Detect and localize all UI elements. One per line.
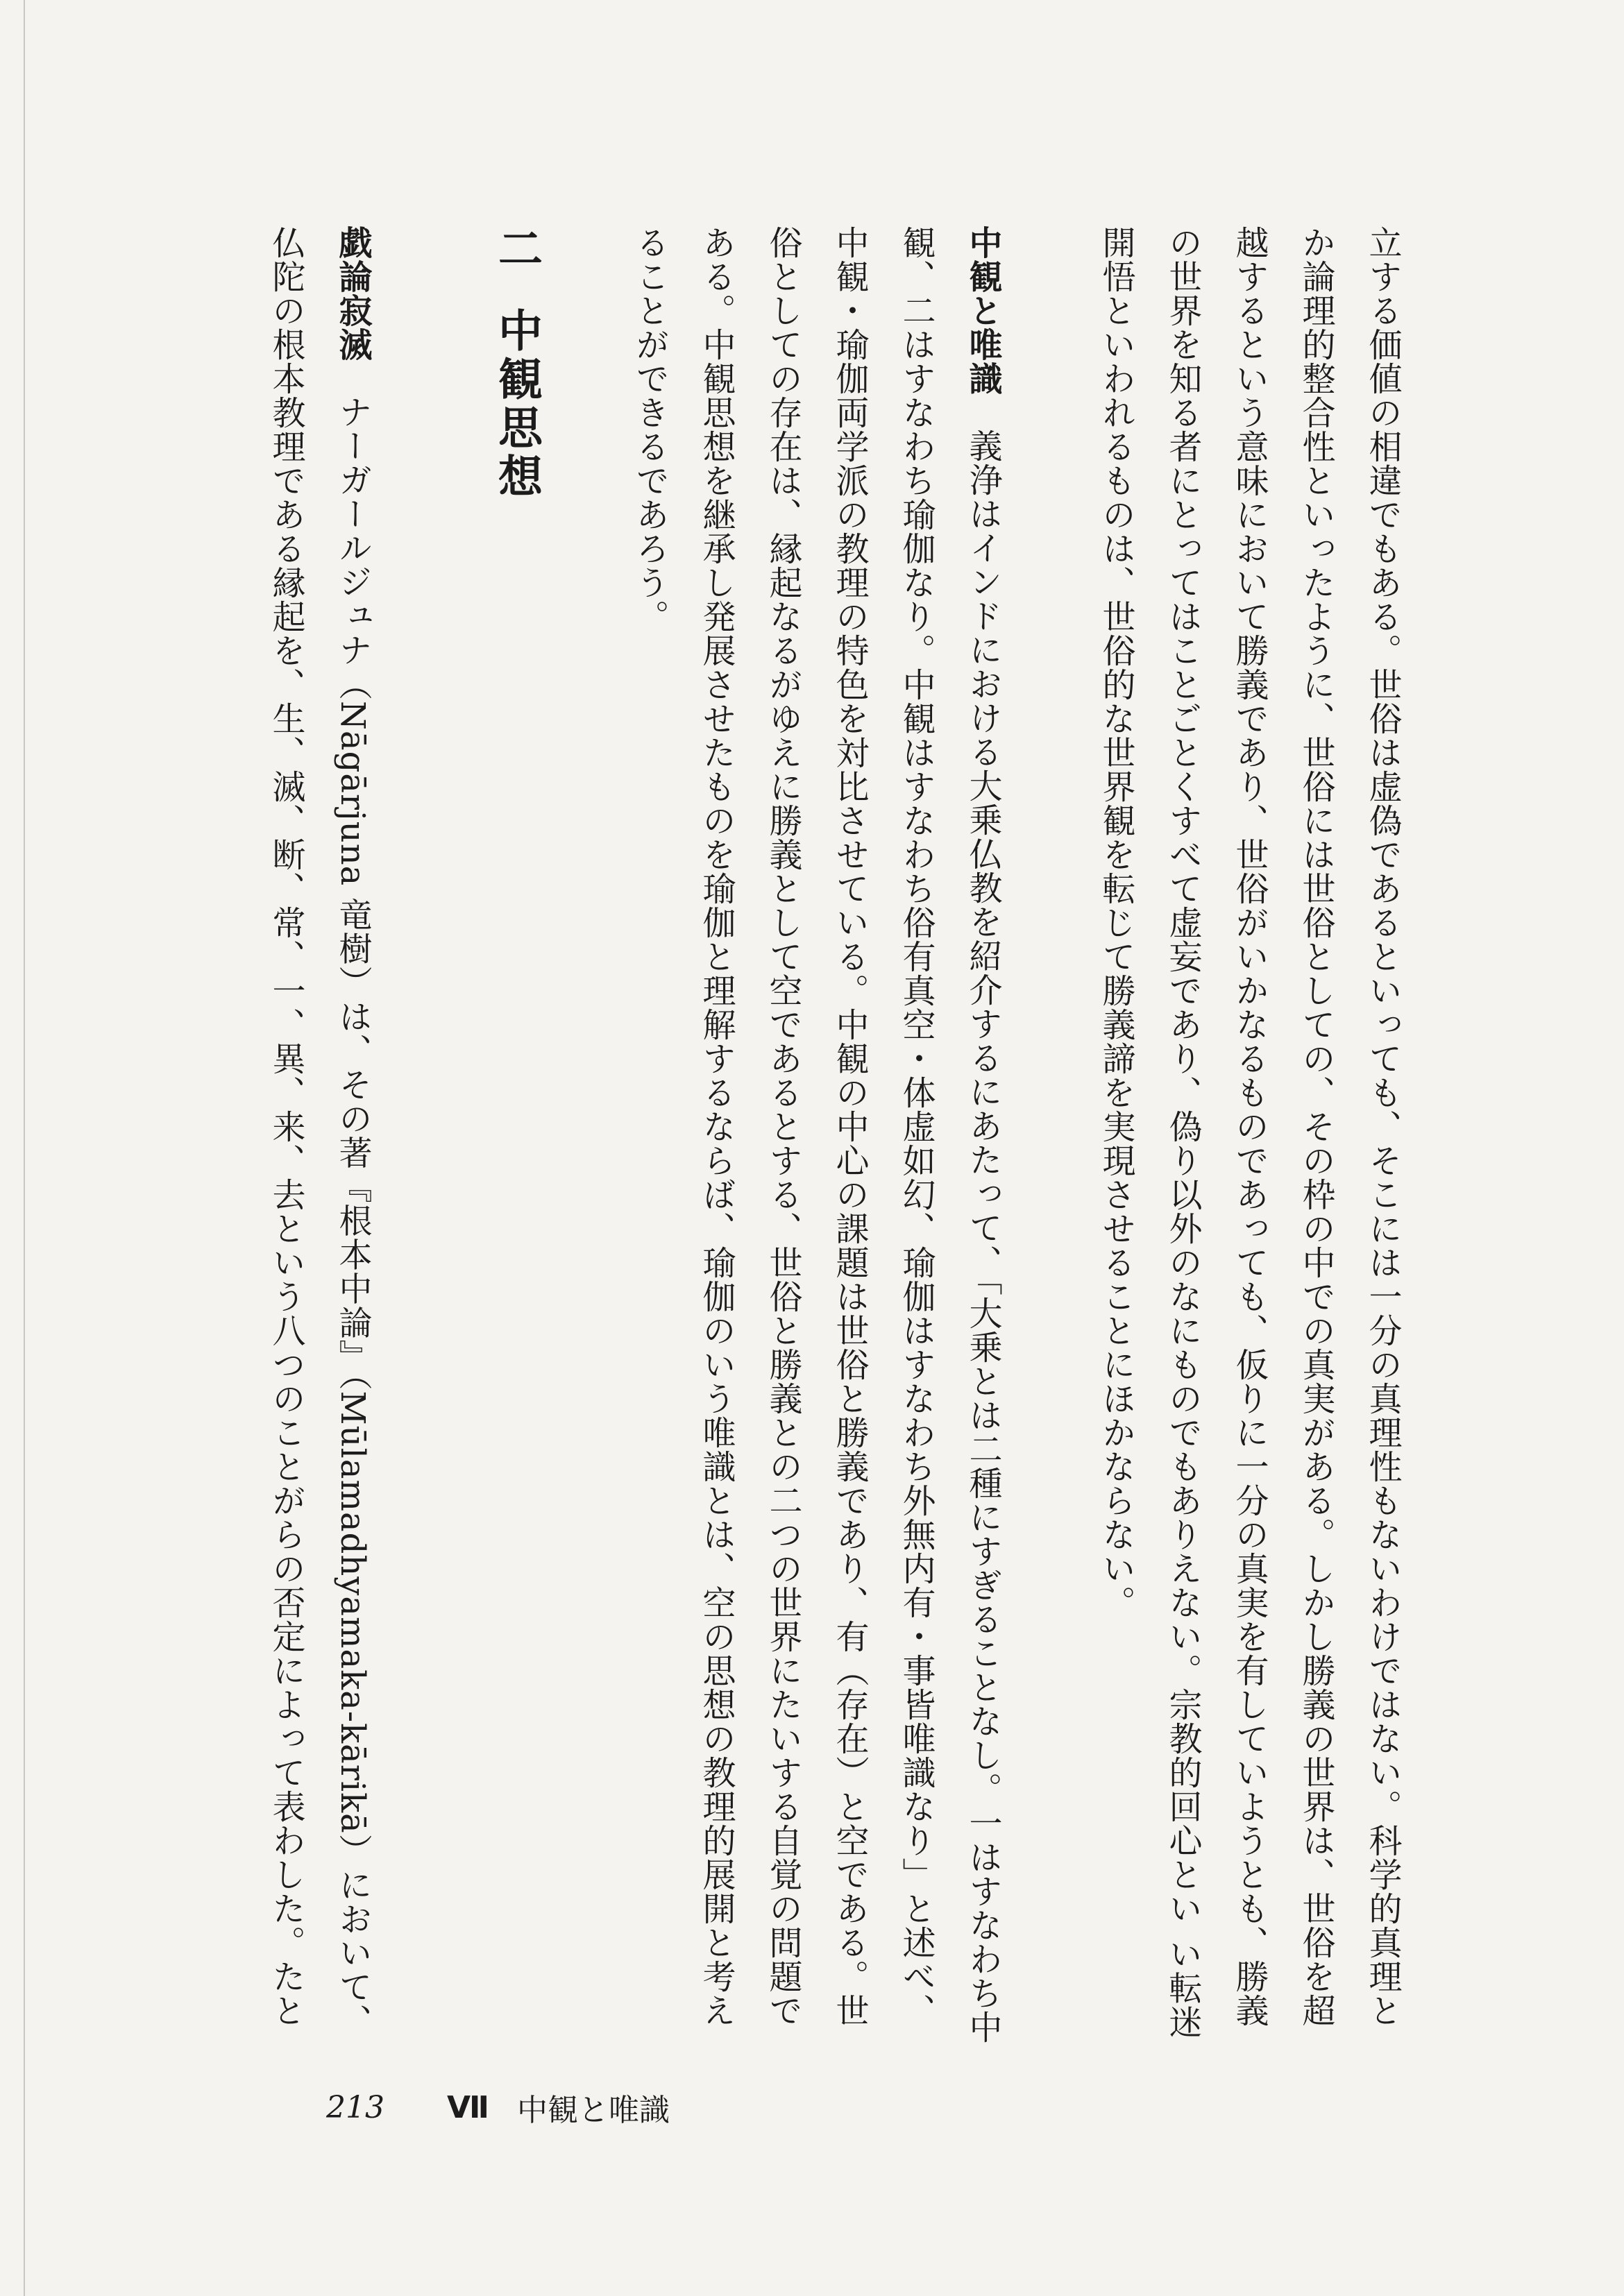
section-number: 二 <box>491 226 543 274</box>
section-heading <box>483 226 550 2057</box>
paragraph-text: 義浄はインドにおける大乗仏教を紹介するにあたって、「大乗とは二種にすぎることなし。一はすなわち中観、二はすなわち瑜伽なり。中観はすなわち俗有真空・体虚如幻、瑜伽はすなわち外無内有・事皆唯識なり」と述べ、中観・瑜伽両学派の教理の特色を対比させている。中観の中心の課題は世俗と勝義であり、有（存在）と空である。世俗としての存在は、縁起なるがゆえに勝義として空であるとする、世俗と勝義との二つの世界にたいする自覚の問題である。中観思想を継承し発展させたものを瑜伽と理解するならば、瑜伽のいう唯識とは、空の思想の教理的展開と考えることができるであろう。 <box>630 226 1002 2044</box>
binding-edge <box>24 0 25 2296</box>
paragraph-keron-jakumetsu <box>253 226 386 2057</box>
chapter-title: 中観と唯識 <box>516 2093 670 2128</box>
section-title: 中観思想 <box>491 307 543 502</box>
paragraph-chukan-yuishiki <box>616 226 1016 2057</box>
paragraph-heading: 中観と唯識 <box>963 226 1002 396</box>
paragraph-text: 立する価値の相違でもある。世俗は虚偽であるといっても、そこには一分の真理性もないわけではない。科学的真理とか論理的整合性といったように、世俗には世俗としての、その枠の中での真実がある。しかし勝義の世界は、世俗を超越するという意味において勝義であり、世俗がいかなるものであっても、仮りに一分の真実を有していようとも、勝義の世界を知る者にとってはことごとくすべて虚妄であり、偽り以外のなにものでもありえない。宗教的回心とい い転迷開悟といわれるものは、世俗的な世界観を転じて勝義諦を実現させることにほかならない。 <box>1097 226 1402 2039</box>
paragraph-heading: 戯論寂滅 <box>333 226 372 362</box>
chapter-numeral: Ⅶ <box>446 2089 489 2125</box>
paragraph-value-conflict <box>1083 226 1416 2057</box>
page-number: 213 <box>326 2089 384 2125</box>
running-footer <box>326 2085 670 2129</box>
vertical-text-block <box>153 226 1416 2057</box>
paragraph-text: ナーガールジュナ（Nāgārjuna 竜樹）は、その著『根本中論』（Mūlamadhyamaka-kārikā）において、仏陀の根本教理である縁起を、生、滅、断、常、一、異、来、去という八つのことがらの否定によって表わした。たと <box>267 226 372 2038</box>
